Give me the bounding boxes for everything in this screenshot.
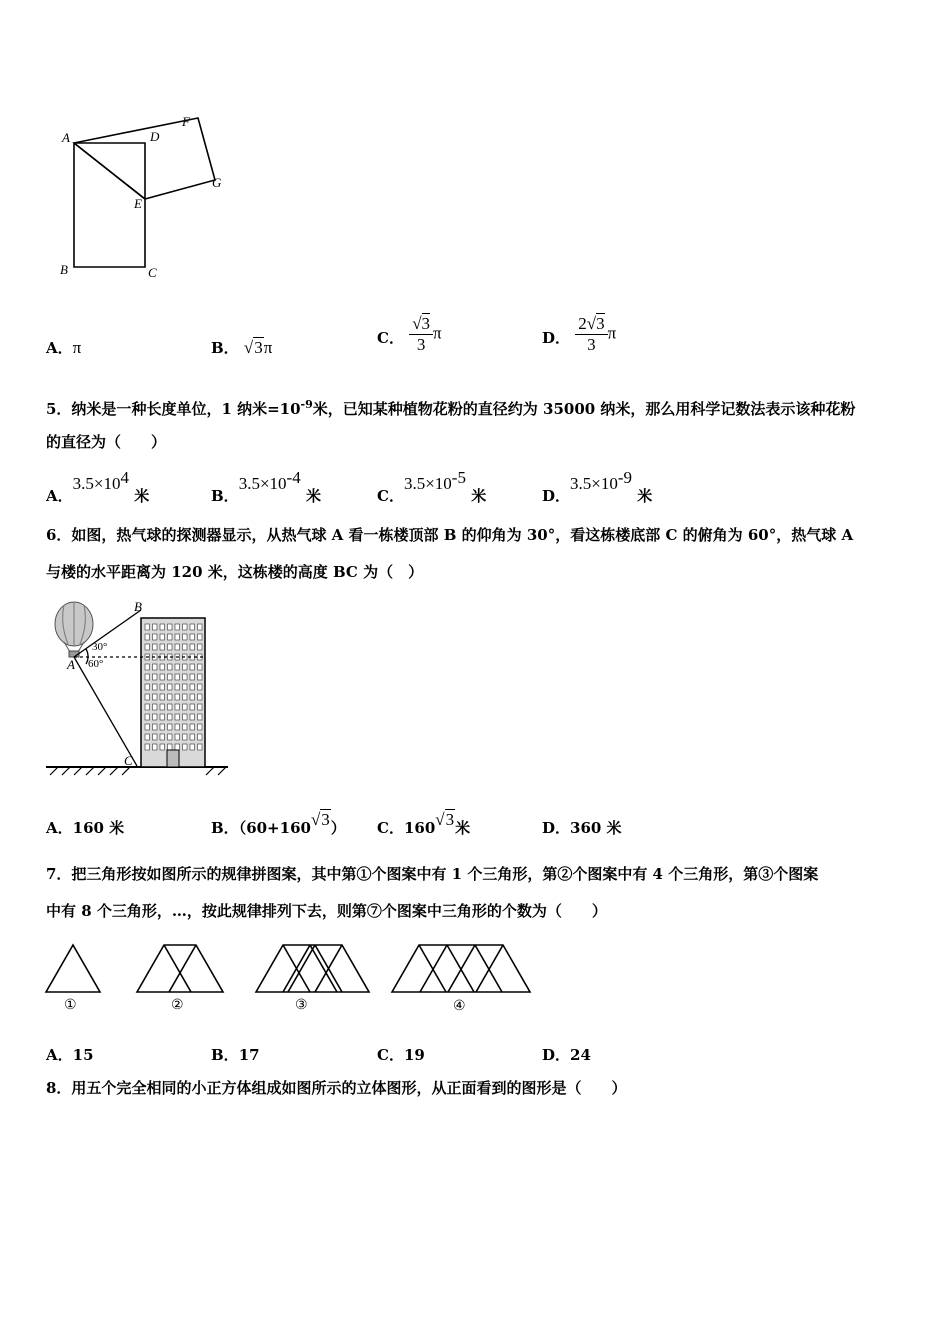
building [141, 618, 205, 767]
building-window [198, 634, 203, 640]
q4-label-b: B [60, 262, 68, 277]
building-window [168, 684, 173, 690]
q4-label-d: D [150, 129, 160, 144]
building-window [198, 664, 203, 670]
building-window [183, 634, 188, 640]
building-window [145, 624, 150, 630]
building-window [145, 744, 150, 750]
option-letter: C． [377, 328, 404, 347]
building-window [198, 704, 203, 710]
building-window [198, 624, 203, 630]
q4-label-f: F [182, 114, 190, 129]
building-window [198, 724, 203, 730]
building-window [145, 684, 150, 690]
building-window [160, 624, 165, 630]
building-window [168, 744, 173, 750]
fraction: $\frac{2√3}{3}$ [575, 314, 607, 355]
building-window [190, 644, 195, 650]
building-window [190, 674, 195, 680]
q8-stem-line1: 8．用五个完全相同的小正方体组成如图所示的立体图形，从正面看到的图形是（ ） [46, 1079, 627, 1097]
building-window [160, 674, 165, 680]
building-window [160, 694, 165, 700]
building-window [175, 694, 180, 700]
q6-angle-30: 30° [92, 641, 108, 653]
building-window [190, 684, 195, 690]
q6-label-a: A [67, 657, 75, 672]
ground [46, 767, 228, 775]
q4-label-e: E [134, 196, 142, 211]
q6-option-d[interactable]: D．360 米 [542, 819, 622, 837]
building-window [175, 704, 180, 710]
building-window [198, 714, 203, 720]
building-window [160, 664, 165, 670]
building-window [190, 734, 195, 740]
building-window [160, 724, 165, 730]
q7-label-3: ③ [295, 997, 308, 1013]
building-window [190, 694, 195, 700]
building-window [160, 634, 165, 640]
building-window [183, 674, 188, 680]
q6-option-a[interactable]: A．160 米 [46, 819, 125, 837]
building-window [183, 744, 188, 750]
building-window [153, 744, 158, 750]
building-window [145, 674, 150, 680]
q7-option-b[interactable]: B．17 [211, 1046, 260, 1064]
building-window [175, 644, 180, 650]
building-window [153, 724, 158, 730]
building-window [183, 644, 188, 650]
building-window [168, 704, 173, 710]
building-window [183, 724, 188, 730]
building-window [190, 704, 195, 710]
building-window [198, 684, 203, 690]
building-window [198, 644, 203, 650]
q6-angle-60: 60° [88, 658, 104, 670]
building-window [175, 684, 180, 690]
building-window [145, 704, 150, 710]
pattern-2 [137, 945, 223, 992]
building-window [153, 714, 158, 720]
q5-option-b[interactable]: B．$3.5\times 10^{-4}$ 米 [211, 468, 321, 505]
q7-stem-line1: 7．把三角形按如图所示的规律拼图案，其中第①个图案中有 1 个三角形，第②个图案中有 4 个三角形，第③个图案 [46, 865, 819, 883]
building-window [175, 724, 180, 730]
q6-label-c: C [124, 753, 133, 768]
building-window [198, 694, 203, 700]
building-window [160, 714, 165, 720]
building-window [190, 714, 195, 720]
building-window [160, 684, 165, 690]
building-window [198, 674, 203, 680]
sight-line-ac [74, 657, 137, 766]
building-window [175, 674, 180, 680]
building-window [153, 624, 158, 630]
q5-option-a[interactable]: A．$3.5\times 10^4$ 米 [46, 468, 150, 505]
building-window [153, 674, 158, 680]
building-window [175, 664, 180, 670]
building-window [160, 744, 165, 750]
building-window [145, 644, 150, 650]
q7-label-2: ② [171, 997, 184, 1013]
q7-label-1: ① [64, 997, 77, 1013]
q6-stem-line1: 6．如图，热气球的探测器显示，从热气球 A 看一栋楼顶部 B 的仰角为 30°，看这栋楼底部 C 的俯角为 60°，热气球 A [46, 526, 854, 544]
q4-option-c[interactable]: C． $\frac{√3}{3}$ π [377, 314, 442, 354]
building-window [198, 744, 203, 750]
q7-triangle-patterns [44, 940, 534, 1000]
option-value: π [72, 338, 82, 357]
building-window [145, 714, 150, 720]
building-window [175, 714, 180, 720]
building-window [190, 744, 195, 750]
building-window [145, 694, 150, 700]
q6-option-b[interactable]: B．（60+160√3） [211, 810, 346, 837]
hot-air-balloon [55, 602, 93, 657]
building-window [153, 694, 158, 700]
q5-stem-line2: 的直径为（ ） [46, 433, 167, 451]
q4-option-d[interactable]: D． $\frac{2√3}{3}$ π [542, 314, 617, 354]
building-window [183, 734, 188, 740]
building-window [175, 734, 180, 740]
building-window [153, 684, 158, 690]
building-window [190, 634, 195, 640]
building-window [160, 704, 165, 710]
building-window [168, 644, 173, 650]
building-window [190, 624, 195, 630]
building-window [183, 714, 188, 720]
building-window [190, 724, 195, 730]
building-window [175, 624, 180, 630]
q7-label-4: ④ [453, 998, 466, 1014]
q5-option-c[interactable]: C．$3.5\times 10^{-5}$ 米 [377, 468, 487, 505]
building-window [168, 714, 173, 720]
building-window [175, 744, 180, 750]
building-window [175, 634, 180, 640]
option-letter: A． [46, 339, 73, 357]
building-window [145, 734, 150, 740]
building-window [145, 664, 150, 670]
building-window [145, 634, 150, 640]
q4-option-a[interactable] [46, 337, 81, 358]
building-window [145, 724, 150, 730]
building-window [168, 664, 173, 670]
q6-stem-line2: 与楼的水平距离为 120 米，这栋楼的高度 BC 为（ ） [46, 563, 424, 581]
building-window [160, 644, 165, 650]
pattern-4 [392, 945, 530, 992]
q6-balloon-building-figure [46, 600, 236, 782]
building-window [160, 734, 165, 740]
building-window [183, 704, 188, 710]
q4-geometry-figure [55, 110, 235, 285]
q5-stem-line1: 5．纳米是一种长度单位，1 纳米$=10^{-9}$米，已知某种植物花粉的直径约为 35000 纳米，那么用科学记数法表示该种花粉 [46, 398, 856, 418]
building-window [153, 704, 158, 710]
q7-option-d[interactable]: D．24 [542, 1046, 591, 1064]
building-window [168, 634, 173, 640]
building-window [183, 684, 188, 690]
building-window [183, 664, 188, 670]
q4-option-b[interactable]: B． √3π [211, 338, 273, 357]
building-window [190, 664, 195, 670]
building-window [168, 674, 173, 680]
building-window [168, 694, 173, 700]
building-window [153, 734, 158, 740]
fraction: $\frac{√3}{3}$ [409, 314, 433, 355]
pattern-3 [256, 945, 369, 992]
q6-option-c[interactable]: C．160√3米 [377, 810, 471, 837]
pattern-1 [46, 945, 100, 992]
q5-option-d[interactable]: D．$3.5\times 10^{-9}$ 米 [542, 468, 653, 505]
q4-label-g: G [212, 175, 222, 190]
building-window [153, 664, 158, 670]
option-letter: D． [542, 328, 571, 347]
building-window [153, 644, 158, 650]
q4-label-a: A [62, 130, 70, 145]
building-window [183, 694, 188, 700]
building-window [198, 734, 203, 740]
sqrt-expression: √3 [243, 338, 263, 357]
q6-label-b: B [134, 599, 142, 614]
q7-option-a[interactable]: A．15 [46, 1046, 94, 1064]
building-window [153, 634, 158, 640]
q4-label-c: C [148, 265, 157, 280]
building-window [168, 624, 173, 630]
building-window [183, 624, 188, 630]
building-window [168, 734, 173, 740]
building-window [168, 724, 173, 730]
q7-stem-line2: 中有 8 个三角形，…，按此规律排列下去，则第⑦个图案中三角形的个数为（ ） [46, 902, 607, 920]
q7-option-c[interactable]: C．19 [377, 1046, 425, 1064]
option-letter: B． [211, 339, 239, 357]
